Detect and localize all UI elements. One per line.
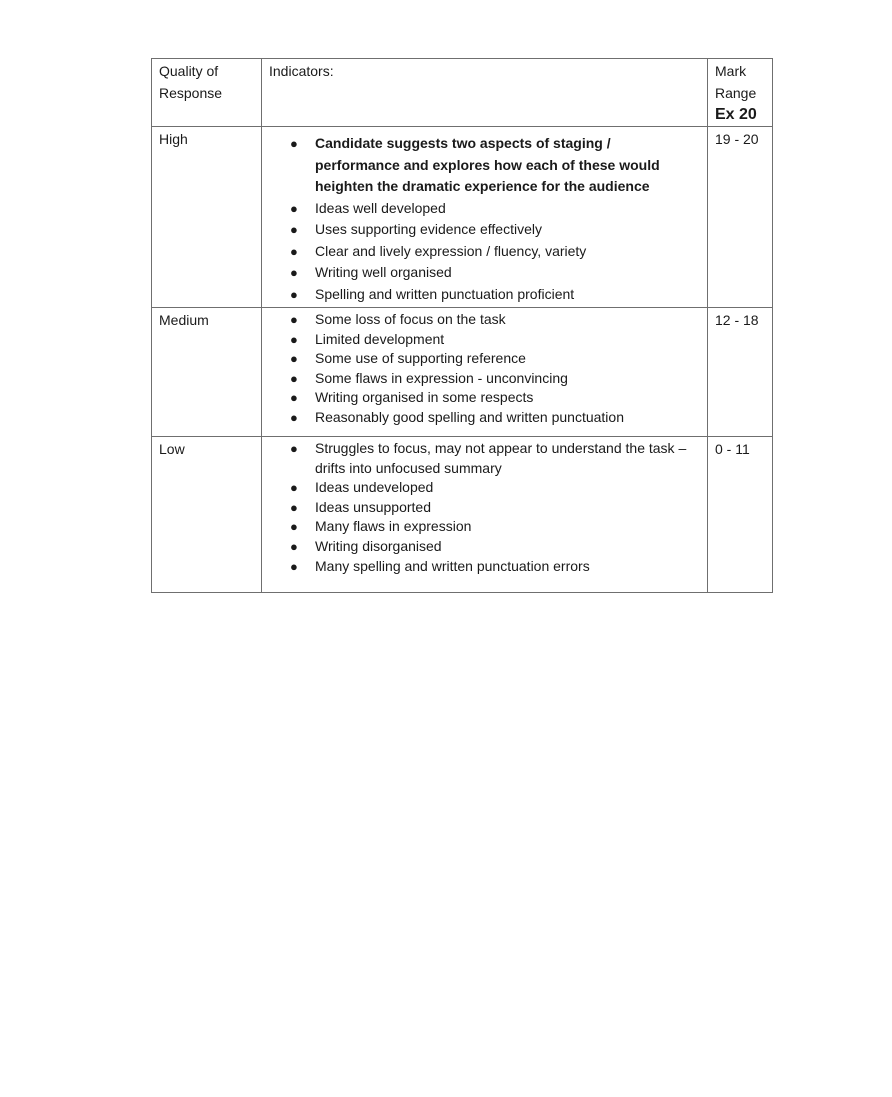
range-value-medium: 12 - 18 bbox=[715, 312, 759, 328]
indicator-list-low bbox=[262, 437, 707, 576]
indicators-cell-low bbox=[262, 437, 708, 593]
bullet-icon: ● bbox=[290, 222, 298, 237]
bullet-icon: ● bbox=[290, 499, 298, 515]
bullet-icon: ● bbox=[290, 409, 298, 425]
bullet-icon: ● bbox=[290, 441, 298, 456]
indicator-text: Uses supporting evidence effectively bbox=[315, 221, 542, 237]
table-header-row bbox=[152, 59, 773, 127]
indicator-text: Reasonably good spelling and written punctuation bbox=[315, 408, 624, 425]
indicator-text: Some flaws in expression - unconvincing bbox=[315, 369, 568, 386]
indicator-list-high bbox=[262, 127, 707, 305]
list-item bbox=[262, 369, 707, 389]
list-item bbox=[262, 330, 707, 350]
list-item bbox=[262, 219, 707, 241]
indicator-text: Candidate suggests two aspects of staging / performance and explores how each of these would heighten the dramatic experience for the audience bbox=[315, 135, 660, 194]
bullet-icon: ● bbox=[290, 136, 298, 151]
indicator-text: Ideas undeveloped bbox=[315, 479, 434, 496]
range-value-low: 0 - 11 bbox=[715, 441, 750, 457]
bullet-icon: ● bbox=[290, 370, 298, 386]
header-mark-line1: Mark bbox=[715, 63, 747, 79]
range-value-high: 19 - 20 bbox=[715, 131, 759, 147]
quality-cell-low bbox=[152, 437, 262, 593]
header-mark-line2: Range bbox=[715, 85, 757, 101]
list-item bbox=[262, 478, 707, 498]
indicator-text: Many spelling and written punctuation errors bbox=[315, 557, 590, 574]
header-quality-line2: Response bbox=[159, 85, 223, 101]
quality-cell-medium bbox=[152, 308, 262, 437]
bullet-icon: ● bbox=[290, 243, 298, 259]
header-mark-line3: Ex 20 bbox=[715, 106, 757, 123]
indicator-text: Clear and lively expression / fluency, variety bbox=[315, 242, 587, 259]
quality-label-low: Low bbox=[159, 441, 185, 457]
list-item bbox=[262, 241, 707, 263]
list-item bbox=[262, 388, 707, 408]
indicators-cell-high bbox=[262, 127, 708, 308]
list-item bbox=[262, 557, 707, 577]
indicator-text: Ideas well developed bbox=[315, 199, 446, 216]
header-quality-cell bbox=[152, 59, 262, 127]
header-indicators: Indicators: bbox=[269, 63, 334, 79]
indicator-text: Writing disorganised bbox=[315, 537, 442, 554]
quality-label-high: High bbox=[159, 131, 188, 147]
list-item bbox=[262, 284, 707, 306]
mark-scheme-table bbox=[151, 58, 773, 593]
bullet-icon: ● bbox=[290, 312, 298, 327]
indicator-text: Writing organised in some respects bbox=[315, 389, 534, 406]
bullet-icon: ● bbox=[290, 538, 298, 554]
bullet-icon: ● bbox=[290, 390, 298, 406]
range-cell-high bbox=[708, 127, 773, 308]
list-item bbox=[262, 517, 707, 537]
range-cell-low bbox=[708, 437, 773, 593]
table-row-low bbox=[152, 437, 773, 593]
list-item bbox=[262, 439, 707, 478]
header-indicators-cell bbox=[262, 59, 708, 127]
indicator-text: Writing well organised bbox=[315, 264, 452, 280]
indicator-text: Limited development bbox=[315, 330, 445, 347]
table-row-medium bbox=[152, 308, 773, 437]
range-cell-medium bbox=[708, 308, 773, 437]
indicators-cell-medium bbox=[262, 308, 708, 437]
header-quality-line1: Quality of bbox=[159, 63, 219, 79]
indicator-text: Ideas unsupported bbox=[315, 498, 431, 515]
list-item bbox=[262, 262, 707, 284]
table-row-high bbox=[152, 127, 773, 308]
list-item bbox=[262, 133, 707, 198]
list-item bbox=[262, 310, 707, 330]
indicator-text: Many flaws in expression bbox=[315, 518, 472, 535]
bullet-icon: ● bbox=[290, 351, 298, 367]
list-item bbox=[262, 198, 707, 220]
indicator-text: Some loss of focus on the task bbox=[315, 311, 506, 327]
indicator-text: Spelling and written punctuation proficient bbox=[315, 285, 575, 302]
bullet-icon: ● bbox=[290, 480, 298, 496]
indicator-text: Some use of supporting reference bbox=[315, 350, 526, 367]
header-mark-cell bbox=[708, 59, 773, 127]
bullet-icon: ● bbox=[290, 558, 298, 574]
bullet-icon: ● bbox=[290, 519, 298, 535]
bullet-icon: ● bbox=[290, 331, 298, 347]
bullet-icon: ● bbox=[290, 265, 298, 280]
list-item bbox=[262, 349, 707, 369]
indicator-text: Struggles to focus, may not appear to understand the task – drifts into unfocused summary bbox=[315, 440, 687, 476]
list-item bbox=[262, 498, 707, 518]
quality-label-medium: Medium bbox=[159, 312, 209, 328]
indicator-list-medium bbox=[262, 308, 707, 428]
quality-cell-high bbox=[152, 127, 262, 308]
bullet-icon: ● bbox=[290, 286, 298, 302]
list-item bbox=[262, 537, 707, 557]
bullet-icon: ● bbox=[290, 200, 298, 216]
list-item bbox=[262, 408, 707, 428]
